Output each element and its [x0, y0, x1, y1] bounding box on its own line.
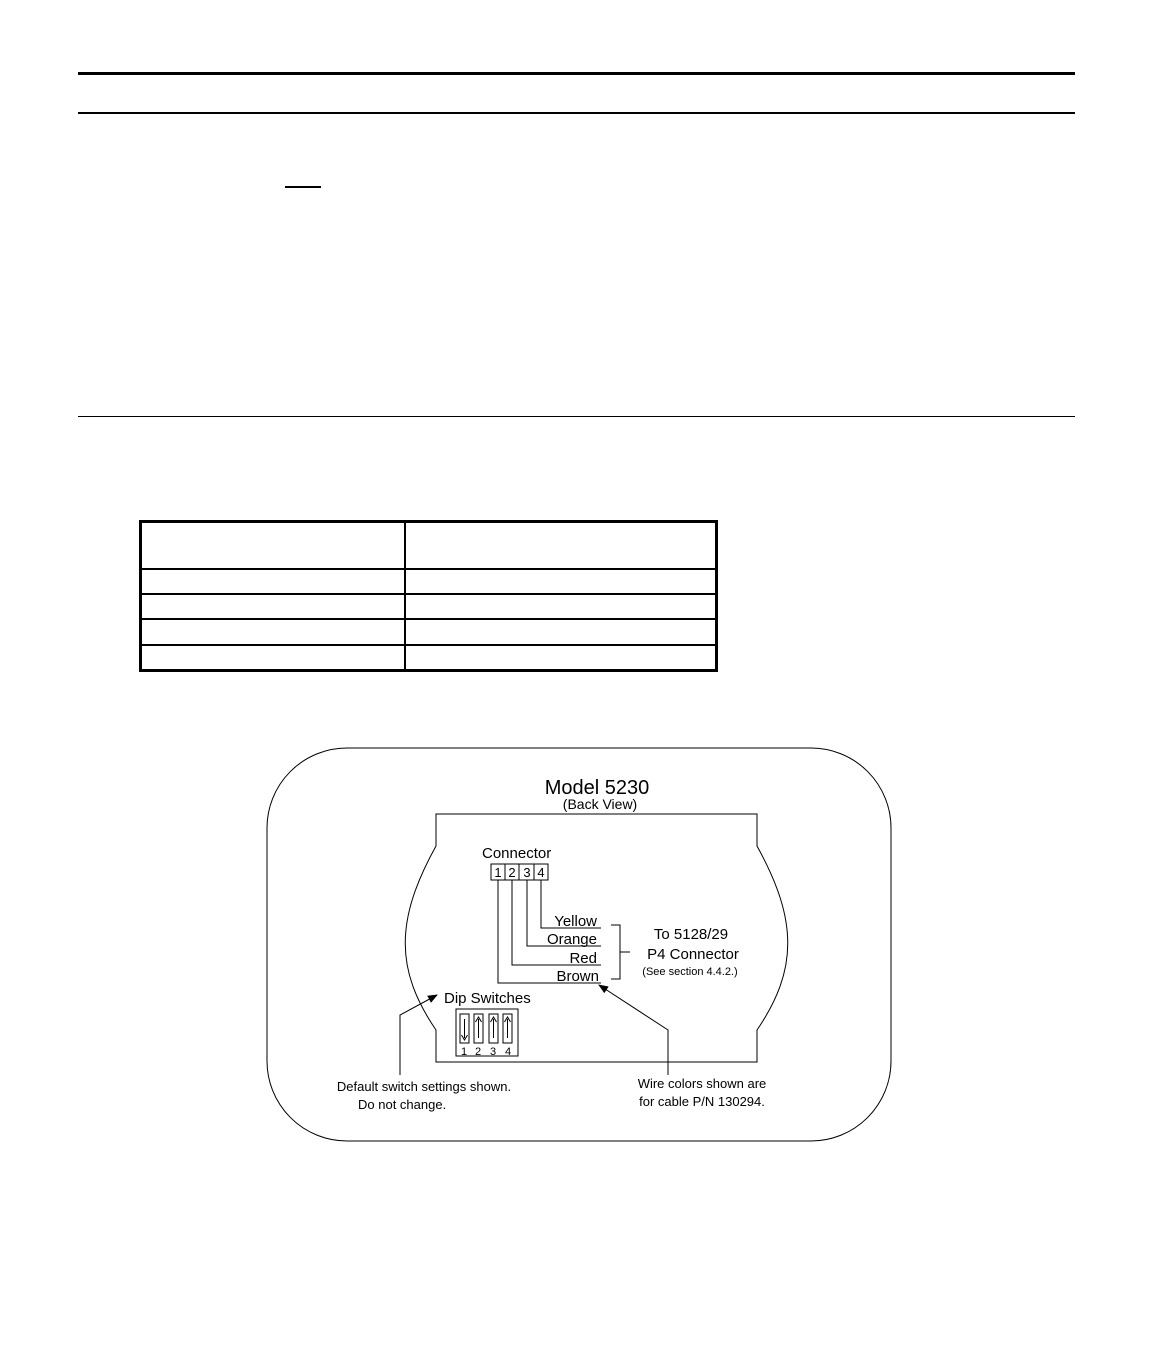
top-rule: [78, 72, 1075, 75]
table-row: [141, 619, 717, 644]
table-cell: [405, 619, 717, 644]
table-header-row: [141, 522, 717, 569]
table-cell: [141, 619, 406, 644]
wire-color-label: Brown: [556, 968, 599, 985]
dip-callout-arrow: [400, 995, 437, 1075]
pin-label: 1: [494, 865, 502, 880]
destination-line-1: To 5128/29: [653, 926, 729, 943]
table-cell: [405, 645, 717, 671]
overline-mark: [285, 186, 321, 188]
connector-label: Connector: [482, 845, 552, 862]
table-cell: [405, 594, 717, 619]
pin-label: 3: [523, 865, 531, 880]
connector-pin-table: [139, 520, 718, 672]
wire-note-line-2: for cable P/N 130294.: [639, 1094, 765, 1109]
dip-number: 2: [474, 1046, 482, 1058]
default-note-line-2: Do not change.: [358, 1097, 447, 1112]
table-cell: [141, 645, 406, 671]
dip-number: 1: [460, 1046, 468, 1058]
table-row: [141, 569, 717, 594]
dip-switches-label: Dip Switches: [444, 990, 531, 1007]
table-cell: [141, 569, 406, 594]
dip-number: 4: [504, 1046, 512, 1058]
pin-label: 2: [508, 865, 516, 880]
figure-title: Model 5230: [544, 777, 650, 799]
dip-number: 3: [489, 1046, 497, 1058]
wire-color-label: Red: [569, 950, 597, 967]
table-row: [141, 594, 717, 619]
table-cell: [141, 594, 406, 619]
section-divider: [78, 416, 1075, 417]
wire-color-label: Yellow: [554, 913, 597, 930]
table-header-cell: [405, 522, 717, 569]
destination-note: (See section 4.4.2.): [642, 966, 738, 978]
model-5230-back-view-diagram: [262, 744, 894, 1146]
wire-note-line-1: Wire colors shown are: [637, 1076, 767, 1091]
wire-color-label: Orange: [546, 931, 597, 948]
default-note-line-1: Default switch settings shown.: [336, 1079, 512, 1094]
pin-label: 4: [537, 865, 545, 880]
table-cell: [405, 569, 717, 594]
connector-block: [491, 864, 548, 880]
table-row: [141, 645, 717, 671]
wire-group-bracket: [611, 925, 620, 979]
figure-subtitle: (Back View): [562, 796, 638, 812]
table-header-cell: [141, 522, 406, 569]
destination-line-2: P4 Connector: [647, 946, 739, 963]
header-rule: [78, 112, 1075, 114]
